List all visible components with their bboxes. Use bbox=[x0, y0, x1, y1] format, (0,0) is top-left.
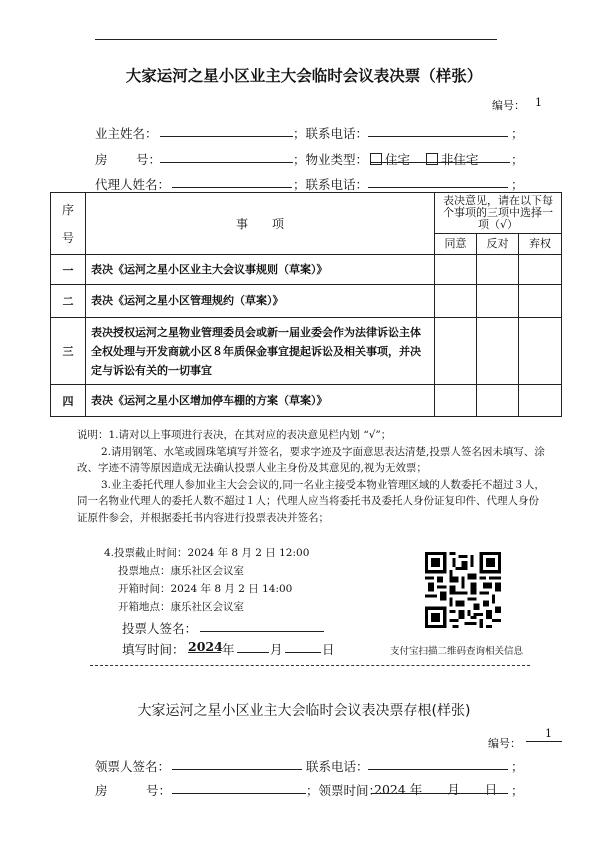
table-row bbox=[51, 285, 562, 318]
abstain-cell[interactable] bbox=[519, 318, 562, 385]
abstain-cell[interactable] bbox=[519, 285, 562, 318]
receive-time-label: ；领票时间： bbox=[306, 783, 382, 798]
fill-year-underline bbox=[188, 640, 221, 653]
phone-label: ；联系电话： bbox=[293, 126, 369, 141]
receive-time-value: 2024 年 月 日 bbox=[374, 782, 498, 797]
stub-room-label-2: 号： bbox=[146, 783, 172, 798]
ballot-number-label: 编号： bbox=[492, 99, 525, 112]
ballot-title: 大家运河之星小区业主大会临时会议表决票（样张） bbox=[125, 67, 483, 85]
abstain-cell[interactable] bbox=[519, 385, 562, 417]
agree-cell[interactable] bbox=[435, 385, 477, 417]
open-place: 开箱地点：康乐社区会议室 bbox=[118, 601, 244, 613]
month-unit: 月 bbox=[270, 642, 283, 657]
voter-sign-label: 投票人签名： bbox=[122, 621, 198, 636]
header-seq: 序 号 bbox=[51, 193, 86, 255]
row-number: 一 bbox=[51, 255, 86, 285]
proxy-name-label: 代理人姓名： bbox=[95, 177, 171, 192]
voter-sign-field[interactable] bbox=[200, 619, 324, 632]
vote-place: 投票地点：康乐社区会议室 bbox=[118, 565, 244, 577]
agree-cell[interactable] bbox=[435, 285, 477, 318]
abstain-cell[interactable] bbox=[519, 255, 562, 285]
proxy-phone-label: ；联系电话： bbox=[293, 177, 369, 192]
stub-phone-label: 联系电话： bbox=[306, 759, 369, 774]
owner-name-field[interactable] bbox=[160, 124, 293, 137]
receiver-sign-field[interactable] bbox=[172, 757, 302, 770]
note-3: 3.业主委托代理人参加业主大会会议的,同一名业主接受本物业管理区域的人数委托不超过３人，同一名物业代理人的委托人数不超过１人；代理人应当将委托书及委托人身份证复印件、代理人身份证原件参会，并根据委托书内容进行投票表决并签名； bbox=[77, 478, 545, 524]
stub-number-underline bbox=[526, 728, 562, 742]
table-row bbox=[51, 255, 562, 285]
fill-year: 2024 bbox=[188, 639, 223, 654]
open-time: 开箱时间：2024 年 8 月 2 日 14:00 bbox=[118, 583, 293, 595]
semicolon: ； bbox=[511, 783, 524, 798]
oppose-cell[interactable] bbox=[477, 255, 519, 285]
room-label-1: 房 bbox=[95, 152, 108, 167]
row-text: 表决《运河之星小区增加停车棚的方案（草案）》 bbox=[86, 385, 435, 417]
header-opinion: 表决意见，请在以下每个事项的三项中选择一项（√） bbox=[435, 193, 562, 234]
qr-caption: 支付宝扫描二维码查询相关信息 bbox=[390, 646, 524, 657]
note-2: 2.请用钢笔、水笔或圆珠笔填写并签名，要求字迹及字面意思表达清楚,投票人签名因未填写、涂改、字迹不清等原因造成无法确认投票人业主身份及其意见的,视为无效票； bbox=[77, 445, 545, 474]
header-matter: 事 项 bbox=[86, 193, 435, 255]
property-type-label: ；物业类型： bbox=[293, 152, 369, 167]
residential-label: 住宅 bbox=[385, 152, 411, 167]
agree-cell[interactable] bbox=[435, 318, 477, 385]
row-number: 三 bbox=[51, 318, 86, 385]
stub-number-label: 编号： bbox=[488, 737, 521, 750]
stub-title: 大家运河之星小区业主大会临时会议表决票存根(样张) bbox=[137, 703, 471, 719]
header-agree: 同意 bbox=[435, 234, 477, 255]
row-number: 四 bbox=[51, 385, 86, 417]
table-row bbox=[51, 318, 562, 385]
note-1: 说明：1.请对以上事项进行表决，在其对应的表决意见栏内划 “√”； bbox=[77, 429, 392, 441]
fill-month-field[interactable] bbox=[237, 640, 269, 653]
ballot-number: 1 bbox=[535, 96, 542, 109]
oppose-cell[interactable] bbox=[477, 318, 519, 385]
header-abstain: 弃权 bbox=[519, 234, 562, 255]
stub-number: 1 bbox=[545, 727, 552, 740]
fill-time-label: 填写时间： bbox=[122, 642, 185, 657]
phone-field[interactable] bbox=[368, 124, 508, 137]
semicolon: ； bbox=[511, 126, 524, 141]
stub-room-label-1: 房 bbox=[95, 783, 108, 798]
stub-phone-field[interactable] bbox=[368, 757, 508, 770]
header-oppose: 反对 bbox=[477, 234, 519, 255]
semicolon: ； bbox=[511, 759, 524, 774]
row-text: 表决《运河之星小区业主大会议事规则（草案）》 bbox=[86, 255, 435, 285]
semicolon: ； bbox=[511, 152, 524, 167]
property-underline bbox=[370, 150, 510, 163]
semicolon: ； bbox=[511, 177, 524, 192]
receive-time-underline[interactable] bbox=[372, 781, 508, 794]
stub-room-field[interactable] bbox=[172, 781, 306, 794]
oppose-cell[interactable] bbox=[477, 385, 519, 417]
fill-day-field[interactable] bbox=[285, 640, 321, 653]
row-text: 表决授权运河之星物业管理委员会或新一届业委会作为法律诉讼主体全权处理与开发商就小区８年质保金事宜提起诉讼及相关事项，并决定与诉讼有关的一切事宜 bbox=[86, 318, 435, 385]
nonresidential-label: 非住宅 bbox=[440, 152, 479, 167]
row-number: 二 bbox=[51, 285, 86, 318]
row-text: 表决《运河之星小区管理规约（草案）》 bbox=[86, 285, 435, 318]
cut-line bbox=[90, 665, 530, 666]
oppose-cell[interactable] bbox=[477, 285, 519, 318]
proxy-name-field[interactable] bbox=[172, 175, 292, 188]
agree-cell[interactable] bbox=[435, 255, 477, 285]
vote-table bbox=[50, 192, 562, 417]
year-unit: 年 bbox=[222, 642, 235, 657]
room-field[interactable] bbox=[160, 150, 293, 163]
top-rule bbox=[95, 39, 497, 40]
proxy-phone-field[interactable] bbox=[368, 175, 508, 188]
owner-name-label: 业主姓名： bbox=[95, 126, 158, 141]
notes bbox=[77, 427, 547, 526]
room-label-2: 号： bbox=[136, 152, 162, 167]
qr-code-icon bbox=[425, 552, 501, 628]
receiver-sign-label: 领票人签名： bbox=[95, 759, 171, 774]
note-4: 4.投票截止时间：2024 年 8 月 2 日 12:00 bbox=[104, 547, 310, 559]
day-unit: 日 bbox=[322, 642, 335, 657]
table-row bbox=[51, 385, 562, 417]
